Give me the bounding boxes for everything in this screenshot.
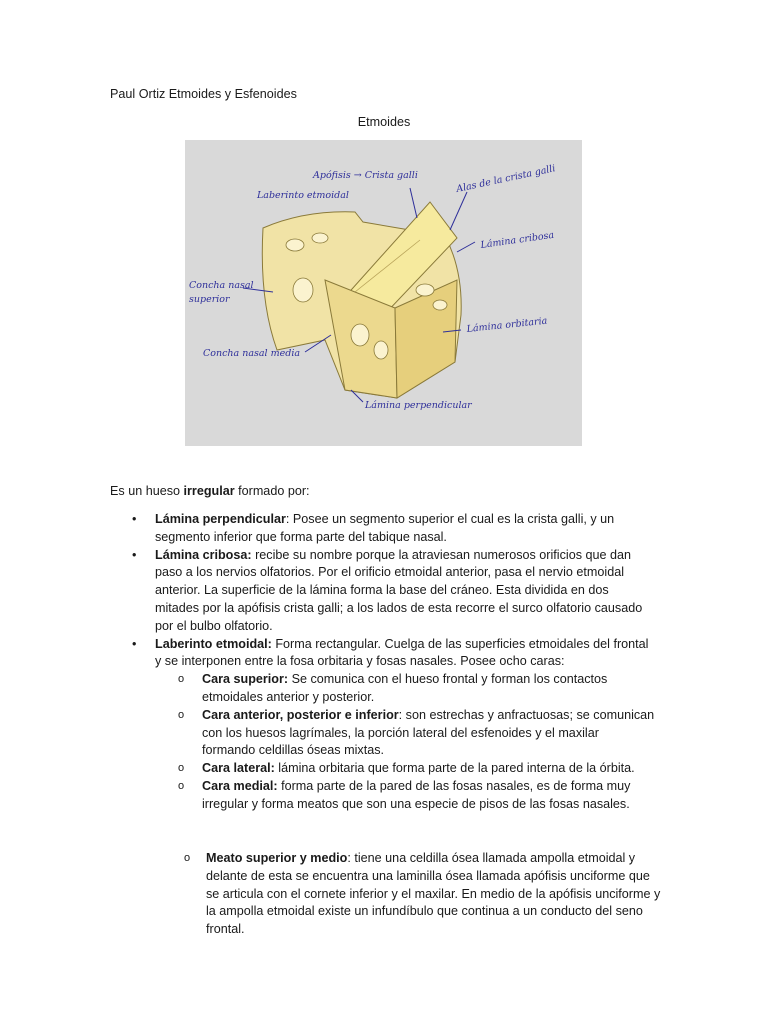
sub-list-item xyxy=(161,850,661,939)
list-item xyxy=(110,511,655,547)
label-concha-media: Concha nasal media xyxy=(203,348,301,359)
label-concha-superior-2: superior xyxy=(189,294,230,305)
sub-list xyxy=(155,671,655,813)
intro-suffix: formado por: xyxy=(234,484,310,498)
subitem-text: Se comunica con el hueso frontal y forman los contactos etmoidales anterior y posterior. xyxy=(202,672,608,704)
bullet-icon: • xyxy=(132,636,137,651)
label-laberinto: Laberinto etmoidal xyxy=(257,190,349,201)
intro-paragraph xyxy=(110,483,310,500)
document-title: Paul Ortiz Etmoides y Esfenoides xyxy=(110,87,297,101)
circle-bullet-icon: o xyxy=(178,762,185,775)
label-lamina-perpendicular: Lámina perpendicular xyxy=(365,400,472,411)
extra-list xyxy=(161,850,661,939)
sub-list-item xyxy=(155,671,655,707)
bullet-icon: • xyxy=(132,512,137,526)
subitem-term: Cara medial: xyxy=(202,778,278,793)
section-title: Etmoides xyxy=(357,115,411,129)
extra-item-term: Meato superior y medio xyxy=(206,851,348,865)
item-term: Laberinto etmoidal: xyxy=(155,636,272,651)
label-concha-superior-1: Concha nasal xyxy=(189,280,254,291)
intro-bold: irregular xyxy=(183,484,235,498)
circle-bullet-icon: o xyxy=(178,779,185,792)
item-text: : Posee un segmento superior el cual es la crista galli, y un segmento inferior que forma parte del tabique nasal. xyxy=(155,512,615,544)
item-text: recibe su nombre porque la atraviesan numerosos orificios que dan paso a los nervios olfatorios. Por el orificio etmoidal anterior, pasa el nervio etmoidal anterior. La superficie de la lámina forma la base del cráneo. Esta dividida en dos mitades por la apófisis crista galli; a los lados de esta recorre el surco olfatorio causado por el bulbo olfatorio. xyxy=(155,547,643,633)
list-item xyxy=(110,547,655,636)
subitem-text: : son estrechas y anfractuosas; se comunican con los huesos lagrímales, la porción lateral del esfenoides y el maxilar formando celdillas óseas mixtas. xyxy=(202,707,655,758)
sub-list-item xyxy=(155,707,655,760)
subitem-term: Cara lateral: xyxy=(202,761,275,776)
label-alas: Alas de la crista galli xyxy=(455,163,557,195)
subitem-term: Cara anterior, posterior e inferior xyxy=(202,707,399,722)
ethmoid-drawing-svg xyxy=(185,140,582,446)
ethmoid-bone-drawing xyxy=(185,140,582,446)
subitem-text: forma parte de la pared de las fosas nasales, es de forma muy irregular y forma meatos que son una especie de pisos de las fosas nasales. xyxy=(202,778,631,811)
circle-bullet-icon: o xyxy=(178,708,185,721)
intro-prefix: Es un hueso xyxy=(110,484,184,498)
extra-item-text: : tiene una celdilla ósea llamada ampolla etmoidal y delante de esta se encuentra una laminilla ósea llamada apófisis unciforme que se articula con el cornete inferior y el maxilar. En medio de la apófisis unciforme y la ampolla etmoidal existe un infundíbulo que continua a un conducto del seno frontal. xyxy=(206,851,661,937)
list-item xyxy=(110,636,655,814)
subitem-text: lámina orbitaria que forma parte de la pared interna de la órbita. xyxy=(274,761,635,776)
sub-list-item xyxy=(155,778,655,814)
item-term: Lámina perpendicular xyxy=(155,512,286,526)
circle-bullet-icon: o xyxy=(184,852,191,864)
subitem-term: Cara superior: xyxy=(202,672,289,687)
circle-bullet-icon: o xyxy=(178,673,185,686)
label-lamina-cribosa: Lámina cribosa xyxy=(479,229,555,251)
label-lamina-orbitaria: Lámina orbitaria xyxy=(466,315,548,335)
bullet-icon: • xyxy=(132,547,137,562)
item-term: Lámina cribosa: xyxy=(155,547,252,562)
item-text: Forma rectangular. Cuelga de las superficies etmoidales del frontal y se interponen entre la fosa orbitaria y fosas nasales. Posee ocho caras: xyxy=(155,636,649,669)
bullet-list xyxy=(110,511,655,814)
sub-list-item xyxy=(155,760,655,778)
label-apofisis: Apófisis → Crista galli xyxy=(313,170,418,181)
